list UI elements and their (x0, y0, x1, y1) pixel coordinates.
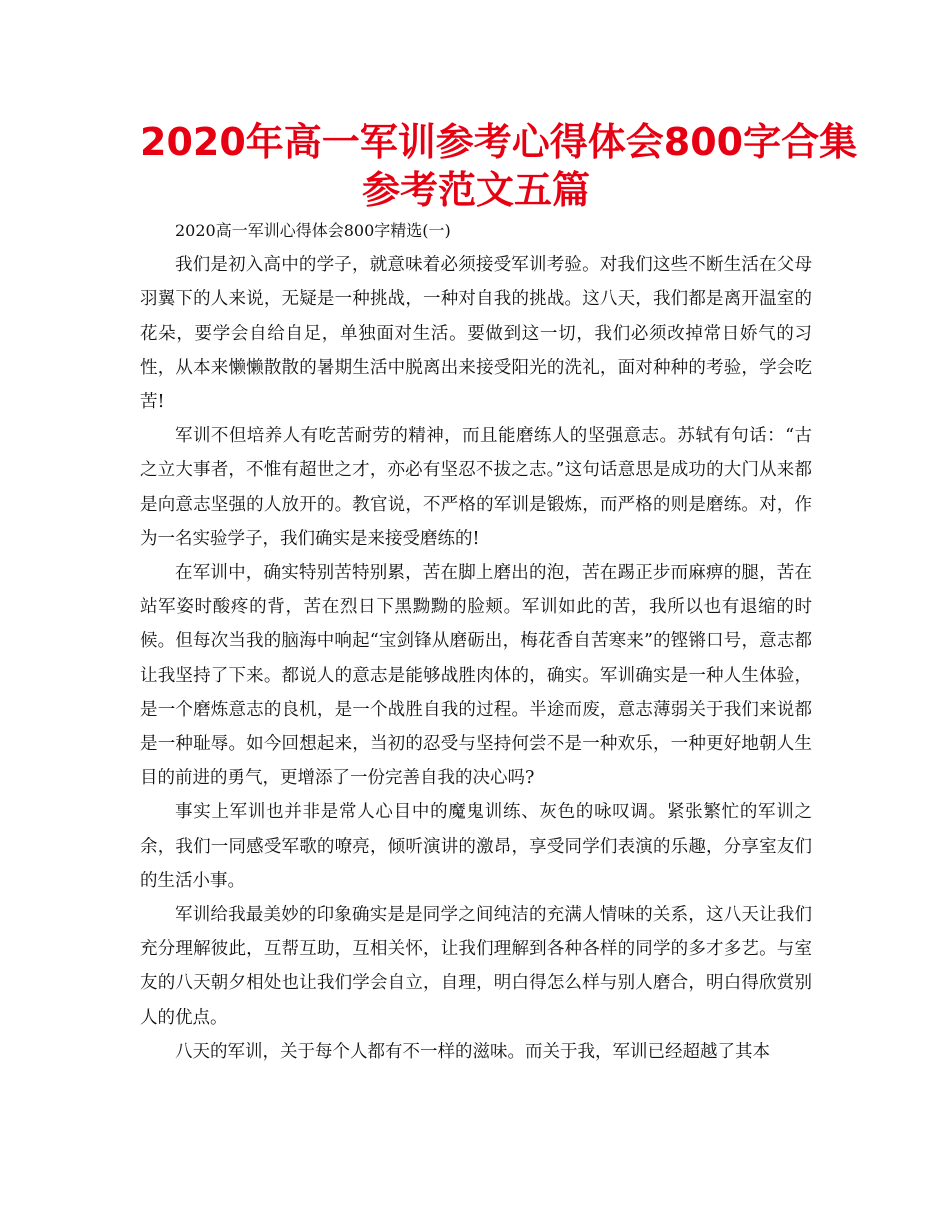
document-title-line-2: 参考范文五篇 (361, 168, 590, 212)
document-title (140, 118, 858, 214)
document-page (140, 118, 858, 1069)
paragraph-1: 我们是初入高中的学子，就意味着必须接受军训考验。对我们这些不断生活在父母羽翼下的人来说，无疑是一种挑战，一种对自我的挑战。这八天，我们都是离开温室的花朵，要学会自给自足，单独面对生活。要做到这一切，我们必须改掉常日娇气的习性，从本来懒懒散散的暑期生活中脱离出来接受阳光的洗礼，面对种种的考验，学会吃苦! (140, 255, 812, 413)
document-body (140, 214, 812, 1069)
paragraph-2: 军训不但培养人有吃苦耐劳的精神，而且能磨练人的坚强意志。苏轼有句话：“古之立大事者，不惟有超世之才，亦必有坚忍不拔之志。”这句话意思是成功的大门从来都是向意志坚强的人放开的。教官说，不严格的军训是锻炼，而严格的则是磨练。对，作为一名实验学子，我们确实是来接受磨练的! (140, 426, 812, 549)
paragraph-5: 军训给我最美妙的印象确实是是同学之间纯洁的充满人情味的关系，这八天让我们充分理解彼此，互帮互助，互相关怀，让我们理解到各种各样的同学的多才多艺。与室友的八天朝夕相处也让我们学会自立，自理，明白得怎么样与别人磨合，明白得欣赏别人的优点。 (140, 905, 812, 1028)
paragraph-3: 在军训中，确实特别苦特别累，苦在脚上磨出的泡，苦在踢正步而麻痹的腿，苦在站军姿时酸疼的背，苦在烈日下黑黝黝的脸颊。军训如此的苦，我所以也有退缩的时候。但每次当我的脑海中响起“宝剑锋从磨砺出，梅花香自苦寒来”的铿锵口号，意志都让我坚持了下来。都说人的意志是能够战胜肉体的，确实。军训确实是一种人生体验，是一个磨炼意志的良机，是一个战胜自我的过程。半途而废，意志薄弱关于我们来说都是一种耻辱。如今回想起来，当初的忍受与坚持何尝不是一种欢乐，一种更好地朝人生目的前进的勇气，更增添了一份完善自我的决心吗? (140, 563, 812, 789)
paragraph-4: 事实上军训也并非是常人心目中的魔鬼训练、灰色的咏叹调。紧张繁忙的军训之余，我们一同感受军歌的嘹亮，倾听演讲的激昂，享受同学们表演的乐趣，分享室友们的生活小事。 (140, 802, 812, 891)
section-subtitle: 2020高一军训心得体会800字精选(一) (175, 221, 451, 240)
paragraph-6: 八天的军训，关于每个人都有不一样的滋味。而关于我，军训已经超越了其本 (175, 1041, 770, 1062)
document-title-line-1: 2020年高一军训参考心得体会800字合集 (140, 120, 858, 164)
